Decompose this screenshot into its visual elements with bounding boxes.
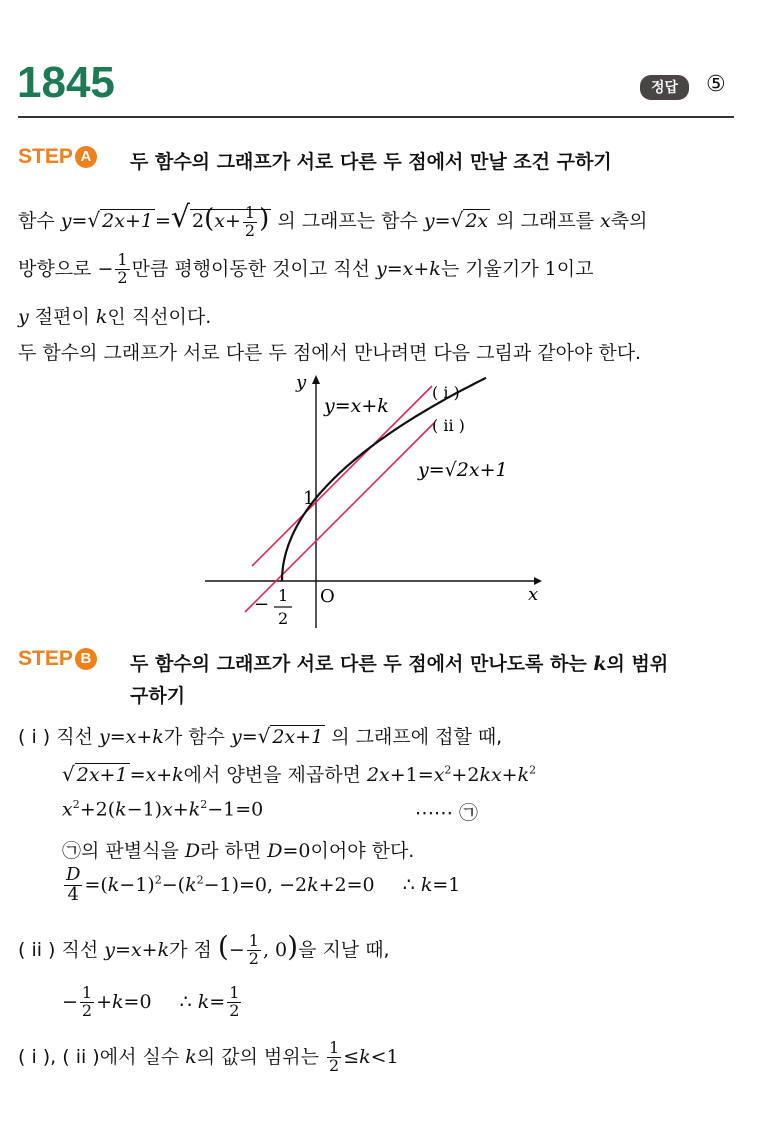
y-axis-label: y (296, 372, 307, 393)
graph (200, 370, 550, 632)
step-a-line-1: 함수 y=√ 2x+1 =√ 2(x+ $\frac{1}{2}$ ) 의 그래프는 함수 y=√ 2x 의 그래프를 x축의 (18, 200, 648, 240)
line-equation-label: y=x+k (324, 395, 389, 417)
answer-value: ⑤ (706, 72, 726, 97)
step-b-letter: B (75, 648, 97, 670)
step-b-title: 두 함수의 그래프가 서로 다른 두 점에서 만나도록 하는 k의 범위 (130, 653, 669, 675)
x-root-sign: − (254, 594, 270, 615)
origin-label: O (320, 586, 335, 607)
step-a-title: 두 함수의 그래프가 서로 다른 두 점에서 만날 조건 구하기 (130, 151, 612, 173)
step-a-line-2: 방향으로 − $\frac{1}{2}$ 만큼 평행이동한 것이고 직선 y=x+k는 기울기가 1이고 (18, 250, 594, 287)
step-a-letter: A (75, 146, 97, 168)
step-a-label: STEP A (18, 145, 97, 169)
case-2-line-1: ( ii ) 직선 y=x+k가 점 (− $\frac{1}{2}$ , 0)을 지날 때, (18, 930, 390, 968)
header-divider (18, 116, 734, 118)
equation-mark: ⋯⋯ ㉠ (415, 802, 479, 824)
problem-number: 1845 (17, 58, 115, 107)
curve-equation-label: y=√2x+1 (418, 459, 508, 481)
final-line: ( i ), ( ii )에서 실수 k의 값의 범위는 $\frac{1}{2}$ ≤k<1 (18, 1038, 399, 1075)
answer-badge: 정답 (640, 75, 689, 100)
step-b-label: STEP B (18, 647, 97, 671)
case-1-line-5: $\frac{D}{4}$ $=(k-1)^2-(k^2-1)=0$, −2k+2=0 ∴ k=1 (66, 864, 461, 905)
step-b-title-2: 구하기 (130, 685, 186, 707)
step-a-line-3: y 절편이 k인 직선이다. (18, 306, 212, 328)
case-1-line-1: ( i ) 직선 y=x+k가 함수 y=√ 2x+1 의 그래프에 접할 때, (18, 724, 503, 748)
step-a-line-4: 두 함수의 그래프가 서로 다른 두 점에서 만나려면 다음 그림과 같아야 한다. (18, 342, 642, 364)
x-axis-label: x (528, 584, 539, 605)
y-intercept-label: 1 (303, 488, 315, 509)
case-1-line-4: ㉠의 판별식을 D라 하면 D=0이어야 한다. (62, 840, 415, 862)
y-axis-arrow (312, 375, 320, 384)
case-2-label: ( ii ) (432, 416, 465, 435)
x-root-numerator: 1 (278, 586, 289, 605)
case-1-line-3: $x^2+2(k-1)x+k^2-1=0$ (62, 798, 264, 821)
secant-line-case-2 (245, 423, 434, 612)
x-root-denominator: 2 (278, 609, 289, 628)
case-1-line-2: √ 2x+1 =x+k에서 양변을 제곱하면 $2x+1=x^2+2kx+k^2$ (62, 762, 537, 786)
case-1-label: ( i ) (432, 383, 460, 402)
case-2-line-2: − $\frac{1}{2}$ +k=0 ∴ k= $\frac{1}{2}$ (62, 983, 240, 1020)
